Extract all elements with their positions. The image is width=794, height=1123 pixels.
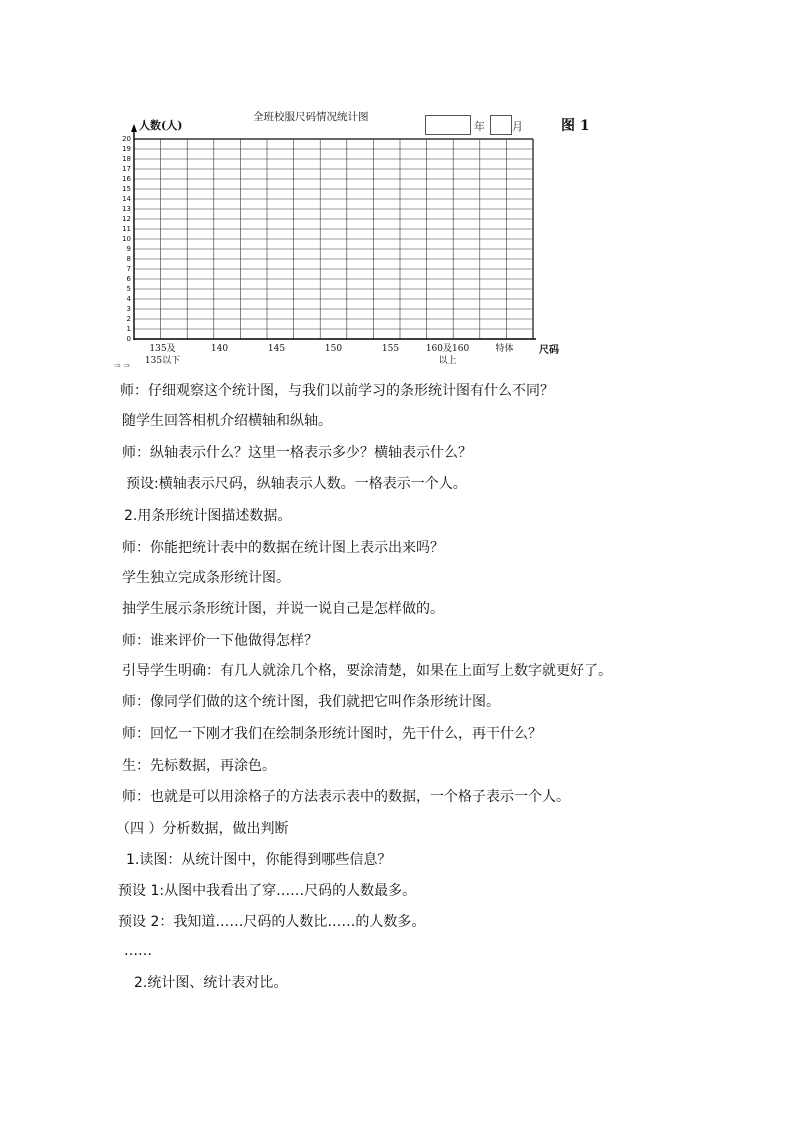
y-tick-label: 8 (126, 255, 131, 263)
y-tick-label: 10 (122, 235, 131, 243)
y-axis-label: 人数(人) (139, 119, 183, 132)
y-tick-label: 9 (126, 245, 131, 253)
figure-label: 图 1 (561, 118, 590, 134)
paragraph: 生：先标数据，再涂色。 (122, 758, 276, 774)
month-label: 月 (512, 120, 523, 133)
chart-title: 全班校服尺码情况统计图 (253, 111, 369, 123)
paragraph: 师：像同学们做的这个统计图，我们就把它叫作条形统计图。 (122, 694, 500, 710)
x-tick-label: 135及 135以下 (144, 344, 181, 366)
paragraph: 抽学生展示条形统计图，并说一说自己是怎样做的。 (122, 601, 444, 617)
y-tick-label: 12 (122, 215, 131, 223)
x-tick-label: 145 (267, 344, 286, 354)
paragraph: 学生独立完成条形统计图。 (122, 570, 290, 586)
x-tick-label: 155 (381, 344, 400, 354)
y-axis-arrowhead (131, 124, 137, 132)
x-tick-label: 160及160 以上 (425, 344, 470, 366)
paragraph: 预设 1:从图中我看出了穿……尺码的人数最多。 (118, 883, 417, 899)
paragraph: 预设 2：我知道……尺码的人数比……的人数多。 (118, 914, 426, 930)
y-tick-label: 20 (122, 135, 131, 143)
paragraph: （四 ）分析数据，做出判断 (116, 821, 289, 837)
y-tick-label: 11 (122, 225, 131, 233)
y-tick-label: 5 (126, 285, 131, 293)
y-tick-label: 17 (122, 165, 131, 173)
y-tick-label: 4 (126, 295, 131, 303)
paragraph: 师：仔细观察这个统计图，与我们以前学习的条形统计图有什么不同？ (120, 383, 554, 399)
y-tick-label: 19 (122, 145, 131, 153)
arrow-icon: ⇒ ⇒ (114, 361, 130, 370)
y-tick-label: 3 (126, 305, 131, 313)
y-tick-label: 13 (122, 205, 131, 213)
paragraph: 师：纵轴表示什么？这里一格表示多少？横轴表示什么？ (122, 445, 472, 461)
paragraph: 师：回忆一下刚才我们在绘制条形统计图时，先干什么，再干什么？ (122, 726, 542, 742)
chart-grid (134, 139, 533, 339)
y-tick-label: 14 (122, 195, 131, 203)
year-label: 年 (474, 120, 485, 133)
y-tick-label: 2 (126, 315, 131, 323)
x-axis-label: 尺码 (539, 345, 559, 356)
y-tick-label: 18 (122, 155, 131, 163)
y-tick-label: 7 (126, 265, 131, 273)
y-tick-label: 0 (126, 335, 131, 343)
y-tick-label: 16 (122, 175, 131, 183)
paragraph: 1.读图：从统计图中，你能得到哪些信息？ (126, 852, 392, 868)
y-tick-label: 6 (126, 275, 131, 283)
y-tick-label: 1 (126, 325, 131, 333)
paragraph: 预设:横轴表示尺码，纵轴表示人数。一格表示一个人。 (126, 476, 467, 492)
paragraph: 引导学生明确：有几人就涂几个格，要涂清楚，如果在上面写上数字就更好了。 (122, 663, 612, 679)
x-tick-label: 150 (324, 344, 343, 354)
paragraph: 师：也就是可以用涂格子的方法表示表中的数据，一个格子表示一个人。 (122, 789, 570, 805)
paragraph: …… (124, 943, 152, 959)
chart-axes (131, 124, 536, 340)
x-tick-label: 特体 (495, 344, 514, 354)
y-tick-label: 15 (122, 185, 131, 193)
paragraph: 师：你能把统计表中的数据在统计图上表示出来吗？ (122, 540, 444, 556)
paragraph: 2.统计图、统计表对比。 (134, 975, 288, 991)
bar-chart (118, 112, 558, 362)
paragraph: 2.用条形统计图描述数据。 (124, 508, 292, 524)
paragraph: 师：谁来评价一下他做得怎样？ (122, 633, 318, 649)
x-tick-label: 140 (210, 344, 229, 354)
paragraph: 随学生回答相机介绍横轴和纵轴。 (122, 413, 332, 429)
